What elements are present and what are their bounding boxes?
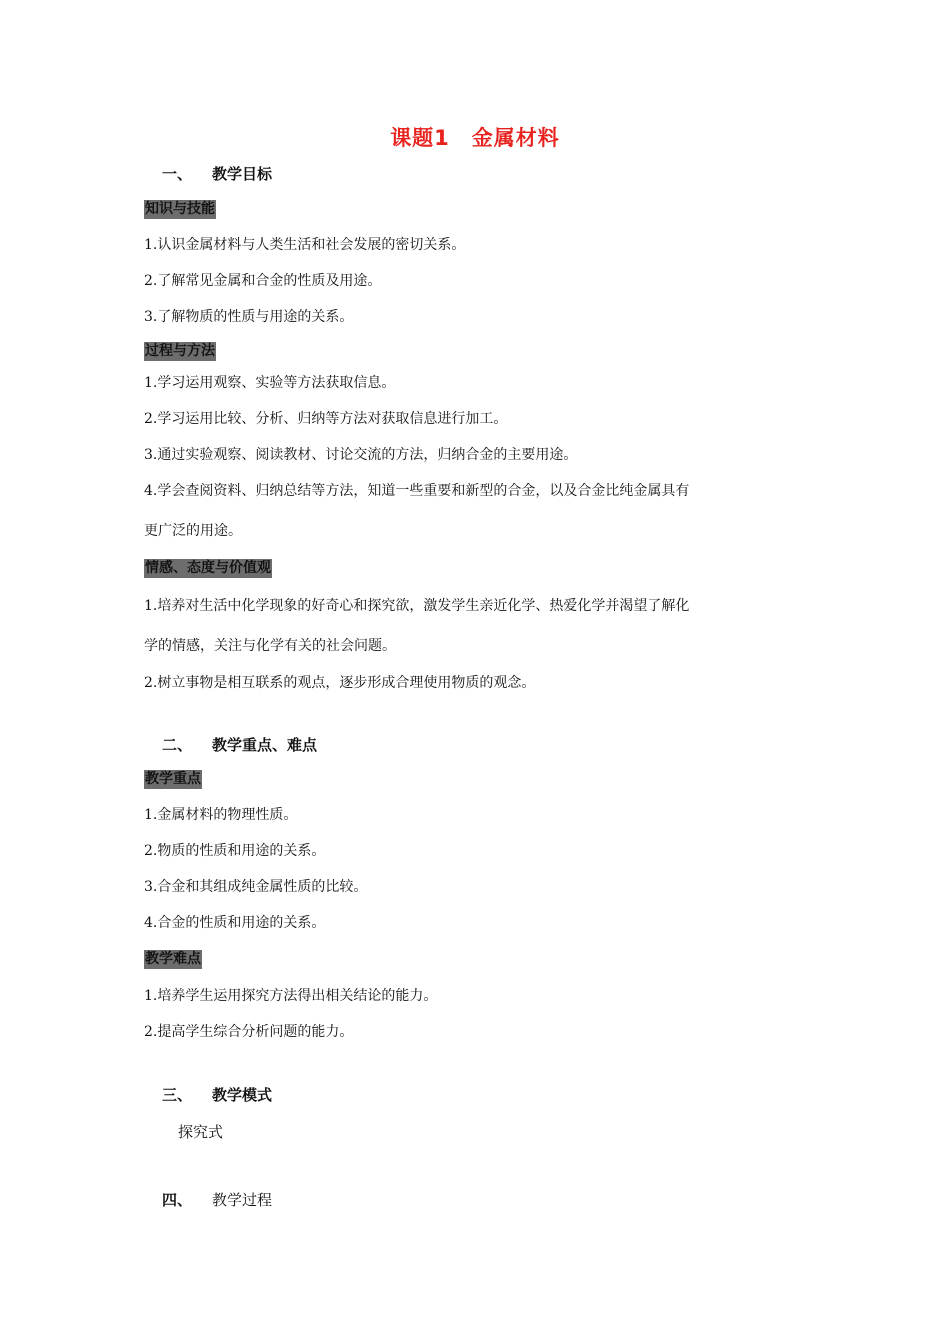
section-label: 教学过程	[212, 1191, 273, 1209]
section-2-heading	[162, 734, 317, 755]
paragraph: 2.物质的性质和用途的关系。	[144, 843, 326, 859]
paragraph: 1.学习运用观察、实验等方法获取信息。	[144, 375, 396, 391]
paragraph: 3.通过实验观察、阅读教材、讨论交流的方法，归纳合金的主要用途。	[144, 447, 578, 463]
paragraph: 3.了解物质的性质与用途的关系。	[144, 309, 354, 325]
paragraph: 2.了解常见金属和合金的性质及用途。	[144, 273, 382, 289]
paragraph: 2.学习运用比较、分析、归纳等方法对获取信息进行加工。	[144, 411, 508, 427]
section-number: 二、	[162, 736, 193, 754]
paragraph: 1.培养对生活中化学现象的好奇心和探究欲，激发学生亲近化学、热爱化学并渴望了解化	[144, 598, 690, 614]
paragraph: 学的情感，关注与化学有关的社会问题。	[144, 638, 396, 654]
paragraph: 3.合金和其组成纯金属性质的比较。	[144, 879, 368, 895]
section-4-heading	[162, 1189, 272, 1210]
paragraph: 4.合金的性质和用途的关系。	[144, 915, 326, 931]
section-label: 教学模式	[212, 1086, 273, 1104]
section-label: 教学目标	[212, 165, 273, 183]
paragraph: 4.学会查阅资料、归纳总结等方法，知道一些重要和新型的合金，以及合金比纯金属具有	[144, 483, 690, 499]
section-number: 三、	[162, 1086, 193, 1104]
paragraph: 2.树立事物是相互联系的观点，逐步形成合理使用物质的观念。	[144, 675, 536, 691]
subheading-knowledge-skills: 知识与技能	[145, 201, 215, 217]
paragraph: 2.提高学生综合分析问题的能力。	[144, 1024, 354, 1040]
section-label: 教学重点、难点	[212, 736, 318, 754]
paragraph: 更广泛的用途。	[144, 523, 242, 539]
subheading-process-methods: 过程与方法	[145, 343, 215, 359]
subheading-difficulties: 教学难点	[145, 951, 201, 967]
subheading-key-points: 教学重点	[145, 771, 201, 787]
subheading-attitudes-values: 情感、态度与价值观	[145, 560, 271, 576]
section-number: 一、	[162, 165, 193, 183]
teaching-mode-content: 探究式	[178, 1123, 224, 1141]
paragraph: 1.金属材料的物理性质。	[144, 807, 298, 823]
section-3-heading	[162, 1084, 272, 1105]
document-title: 课题1 金属材料	[390, 126, 560, 150]
paragraph: 1.认识金属材料与人类生活和社会发展的密切关系。	[144, 237, 466, 253]
section-1-heading	[162, 163, 272, 184]
section-number: 四、	[162, 1191, 193, 1209]
paragraph: 1.培养学生运用探究方法得出相关结论的能力。	[144, 988, 438, 1004]
